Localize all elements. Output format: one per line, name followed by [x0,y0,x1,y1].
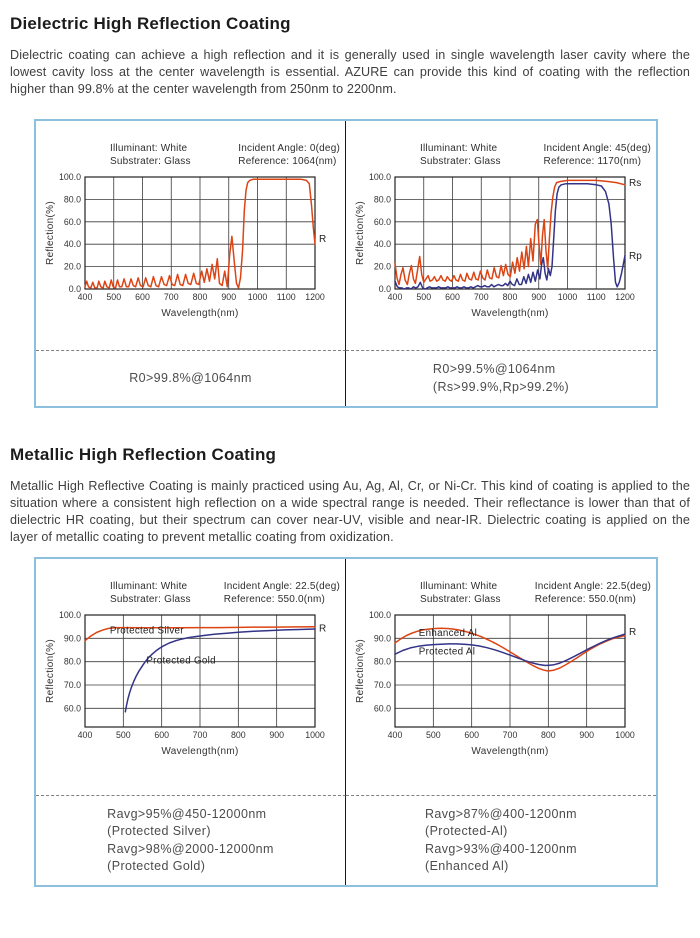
svg-text:60.0: 60.0 [63,216,81,227]
svg-text:90.0: 90.0 [373,633,391,644]
svg-text:100.0: 100.0 [368,172,391,182]
incident-angle-label: Incident Angle: 22.5(deg) [223,581,340,592]
svg-text:700: 700 [192,730,207,740]
caption-line: (Protected Gold) [107,859,206,873]
caption-line: (Enhanced Al) [425,859,509,873]
caption-line: R0>99.5%@1064nm [432,362,556,376]
svg-text:100.0: 100.0 [58,610,81,620]
svg-text:1200: 1200 [615,292,635,302]
svg-text:0.0: 0.0 [378,284,391,294]
section-body-metallic: Metallic High Reflective Coating is mainly practiced using Au, Ag, Al, Cr, or Ni-Cr. This kind of coating is applied to the situation where a consistent high reflection on a wide spectral range is needed. Their reflectance is lower than that of dielectric HR coating, but their spectrum can cover near-UV, visible and near-IR. Dielectric coating is applied on the layer of metallic coating to prevent metallic coating from oxidization. [10,479,690,544]
caption-line: Ravg>95%@450-12000nm [107,806,267,821]
svg-text:600: 600 [134,292,150,302]
section-heading-metallic: Metallic High Reflection Coating [10,445,277,464]
caption-dielectric-45deg [346,350,656,406]
svg-text:500: 500 [115,730,131,740]
svg-text:0.0: 0.0 [68,284,81,294]
svg-text:700: 700 [473,292,489,302]
svg-text:900: 900 [579,730,595,740]
svg-text:500: 500 [105,292,121,302]
illuminant-label: Illuminant: White [110,581,188,592]
svg-text:40.0: 40.0 [373,239,391,250]
incident-angle-label: Incident Angle: 45(deg) [543,143,651,154]
svg-text:100.0: 100.0 [58,172,81,182]
svg-text:900: 900 [268,730,284,740]
incident-angle-label: Incident Angle: 22.5(deg) [534,581,651,592]
chart-conditions [346,121,656,168]
svg-text:Protected Silver: Protected Silver [109,625,184,637]
illuminant-label: Illuminant: White [420,581,498,592]
svg-text:1100: 1100 [276,292,296,302]
svg-text:R: R [629,626,637,638]
svg-text:500: 500 [425,730,441,740]
svg-text:800: 800 [502,292,518,302]
illuminant-label: Illuminant: White [420,143,498,154]
substrate-label: Substrater: Glass [420,594,501,605]
svg-text:Wavelength(nm): Wavelength(nm) [160,308,239,319]
svg-text:600: 600 [445,292,460,302]
svg-text:Enhanced Al: Enhanced Al [418,628,478,639]
chart-panel-aluminum [346,559,656,795]
caption-dielectric-0deg [36,350,346,406]
svg-text:700: 700 [163,292,179,302]
chart-dielectric-0deg [43,171,339,321]
substrate-label: Substrater: Glass [110,594,191,605]
svg-text:Protected Gold: Protected Gold [145,655,216,667]
svg-text:80.0: 80.0 [63,656,81,667]
svg-text:Reflection(%): Reflection(%) [44,201,56,265]
reference-label: Reference: 1064(nm) [238,156,337,167]
svg-text:800: 800 [540,730,556,740]
svg-text:R: R [318,623,326,635]
chart-silver-gold [43,609,339,759]
caption-silver-gold [36,795,346,885]
svg-text:Wavelength(nm): Wavelength(nm) [471,746,549,757]
svg-text:800: 800 [192,292,207,302]
svg-text:60.0: 60.0 [373,703,391,714]
caption-line: Ravg>87%@400-1200nm [425,806,577,821]
svg-text:1000: 1000 [247,292,267,302]
reference-label: Reference: 1170(nm) [543,156,642,167]
svg-text:Protected Al: Protected Al [418,646,476,658]
incident-angle-label: Incident Angle: 0(deg) [238,143,340,154]
caption-line: (Protected Silver) [107,824,211,838]
svg-text:1100: 1100 [586,292,606,302]
illuminant-label: Illuminant: White [110,143,188,154]
chart-aluminum [353,609,649,759]
svg-text:100.0: 100.0 [368,610,391,620]
svg-text:20.0: 20.0 [63,261,81,272]
section-body-dielectric: Dielectric coating can achieve a high reflection and it is generally used in single wavelength laser cavity where the lowest cavity loss at the center wavelength is essential. AZURE can provide this kind of coating with the reflection higher than 99.8% at the center wavelength from 250nm to 2200nm. [10,48,690,96]
chart-panel-silver-gold [36,559,346,795]
chart-dielectric-45deg [353,171,649,321]
svg-text:400: 400 [77,730,92,740]
svg-text:Reflection(%): Reflection(%) [355,201,366,265]
svg-text:600: 600 [464,730,480,740]
svg-text:Reflection(%): Reflection(%) [44,639,56,703]
chart-conditions [36,121,345,168]
caption-line: (Rs>99.9%,Rp>99.2%) [432,379,570,394]
reference-label: Reference: 550.0(nm) [223,594,326,605]
svg-text:400: 400 [387,292,403,302]
substrate-label: Substrater: Glass [420,156,501,167]
caption-line: Ravg>93%@400-1200nm [425,841,577,856]
caption-line: Ravg>98%@2000-12000nm [107,841,274,856]
svg-text:Wavelength(nm): Wavelength(nm) [471,308,549,319]
chart-conditions [346,559,656,606]
svg-text:700: 700 [502,730,518,740]
caption-line: (Protected-Al) [425,824,508,838]
figure-metallic-hr [34,557,658,887]
svg-text:500: 500 [416,292,432,302]
svg-text:1000: 1000 [557,292,578,302]
chart-panel-dielectric-45deg [346,121,656,350]
svg-text:60.0: 60.0 [63,703,81,714]
substrate-label: Substrater: Glass [110,156,191,167]
caption-line: R0>99.8%@1064nm [129,370,252,385]
reference-label: Reference: 550.0(nm) [534,594,637,605]
svg-text:20.0: 20.0 [373,261,391,272]
svg-text:70.0: 70.0 [373,680,391,690]
svg-text:400: 400 [77,292,92,302]
svg-text:800: 800 [230,730,246,740]
svg-text:600: 600 [153,730,169,740]
svg-text:80.0: 80.0 [373,656,391,667]
svg-text:40.0: 40.0 [63,239,81,250]
svg-text:Rp: Rp [629,250,642,262]
svg-text:80.0: 80.0 [63,194,81,205]
svg-text:Wavelength(nm): Wavelength(nm) [160,746,239,757]
figure-dielectric-hr [34,119,658,408]
chart-conditions [36,559,345,606]
svg-text:R: R [318,234,326,246]
svg-text:400: 400 [387,730,403,740]
svg-text:1200: 1200 [304,292,325,302]
svg-text:60.0: 60.0 [373,216,391,227]
svg-text:Rs: Rs [629,178,642,190]
svg-text:900: 900 [531,292,547,302]
chart-panel-dielectric-0deg [36,121,346,350]
svg-text:1000: 1000 [304,730,325,740]
svg-text:1000: 1000 [615,730,635,740]
svg-text:900: 900 [220,292,236,302]
svg-text:70.0: 70.0 [63,680,81,690]
section-heading-dielectric: Dielectric High Reflection Coating [10,14,291,33]
caption-aluminum [346,795,656,885]
svg-text:Reflection(%): Reflection(%) [355,639,366,703]
svg-text:90.0: 90.0 [63,633,81,644]
svg-text:80.0: 80.0 [373,194,391,205]
